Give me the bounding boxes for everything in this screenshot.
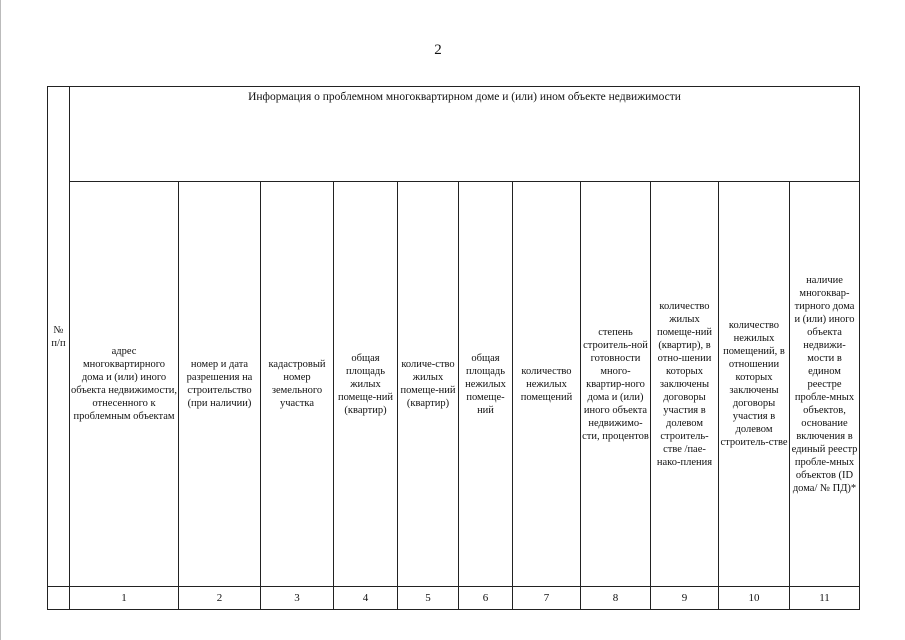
column-header-residential-contracts: количество жилых помеще-ний (квартир), в отно-шении которых заключены договоры участия в долевом строитель-стве /пае-нако-пления (656, 300, 713, 468)
column-header-permit: номер и дата разрешения на строительство (при наличии) (186, 359, 253, 409)
column-header-nonresidential-area: общая площадь нежилых помеще-ний (465, 352, 506, 416)
column-index: 11 (790, 587, 860, 610)
column-header-cell (261, 182, 334, 587)
table-title: Информация о проблемном многоквартирном доме и (или) ином объекте недвижимости (248, 91, 681, 103)
column-header-cadastral-number: кадастровый номер земельного участка (268, 359, 326, 409)
column-header-nonresidential-count: количество нежилых помещений (520, 365, 573, 403)
page-number: 2 (434, 42, 442, 58)
column-index: 9 (651, 587, 719, 610)
row-number-header: № п/п (51, 324, 66, 349)
column-index: 2 (179, 587, 261, 610)
row-number-header-cell (48, 87, 70, 587)
column-header-cell (581, 182, 651, 587)
column-index: 7 (513, 587, 581, 610)
column-index: 4 (334, 587, 398, 610)
column-header-cell (513, 182, 581, 587)
column-header-cell (334, 182, 398, 587)
column-header-cell (179, 182, 261, 587)
column-header-cell (719, 182, 790, 587)
scan-edge (0, 0, 1, 640)
column-header-registry: наличие многоквар-тирного дома и (или) иного объекта недвижи-мости в едином реестре пробле-мных объектов, основание включения в единый реестр пробле-мных объектов (ID дома/ № ПД)* (791, 274, 858, 494)
column-index: 5 (398, 587, 459, 610)
column-header-nonresidential-contracts: количество нежилых помещений, в отношении которых заключены договоры участия в долевом строитель-стве (720, 320, 788, 448)
column-header-cell (651, 182, 719, 587)
column-header-address: адрес многоквартирного дома и (или) иного объекта недвижимости, отнесенного к проблемным объектам (71, 346, 177, 422)
table-title-cell (70, 87, 860, 182)
column-index: 1 (70, 587, 179, 610)
column-index: 3 (261, 587, 334, 610)
column-index: 10 (719, 587, 790, 610)
column-header-residential-count: количе-ство жилых помеще-ний (квартир) (400, 359, 456, 409)
column-header-cell (790, 182, 860, 587)
column-header-residential-area: общая площадь жилых помеще-ний (квартир) (337, 352, 394, 416)
column-header-cell (70, 182, 179, 587)
index-cell-empty (48, 587, 70, 610)
column-index: 8 (581, 587, 651, 610)
column-header-cell (459, 182, 513, 587)
column-index: 6 (459, 587, 513, 610)
column-header-cell (398, 182, 459, 587)
column-header-readiness: степень строитель-ной готовности много-квартир-ного дома и (или) иного объекта недвижимо-сти, процентов (582, 326, 649, 442)
problem-object-table (47, 86, 860, 610)
